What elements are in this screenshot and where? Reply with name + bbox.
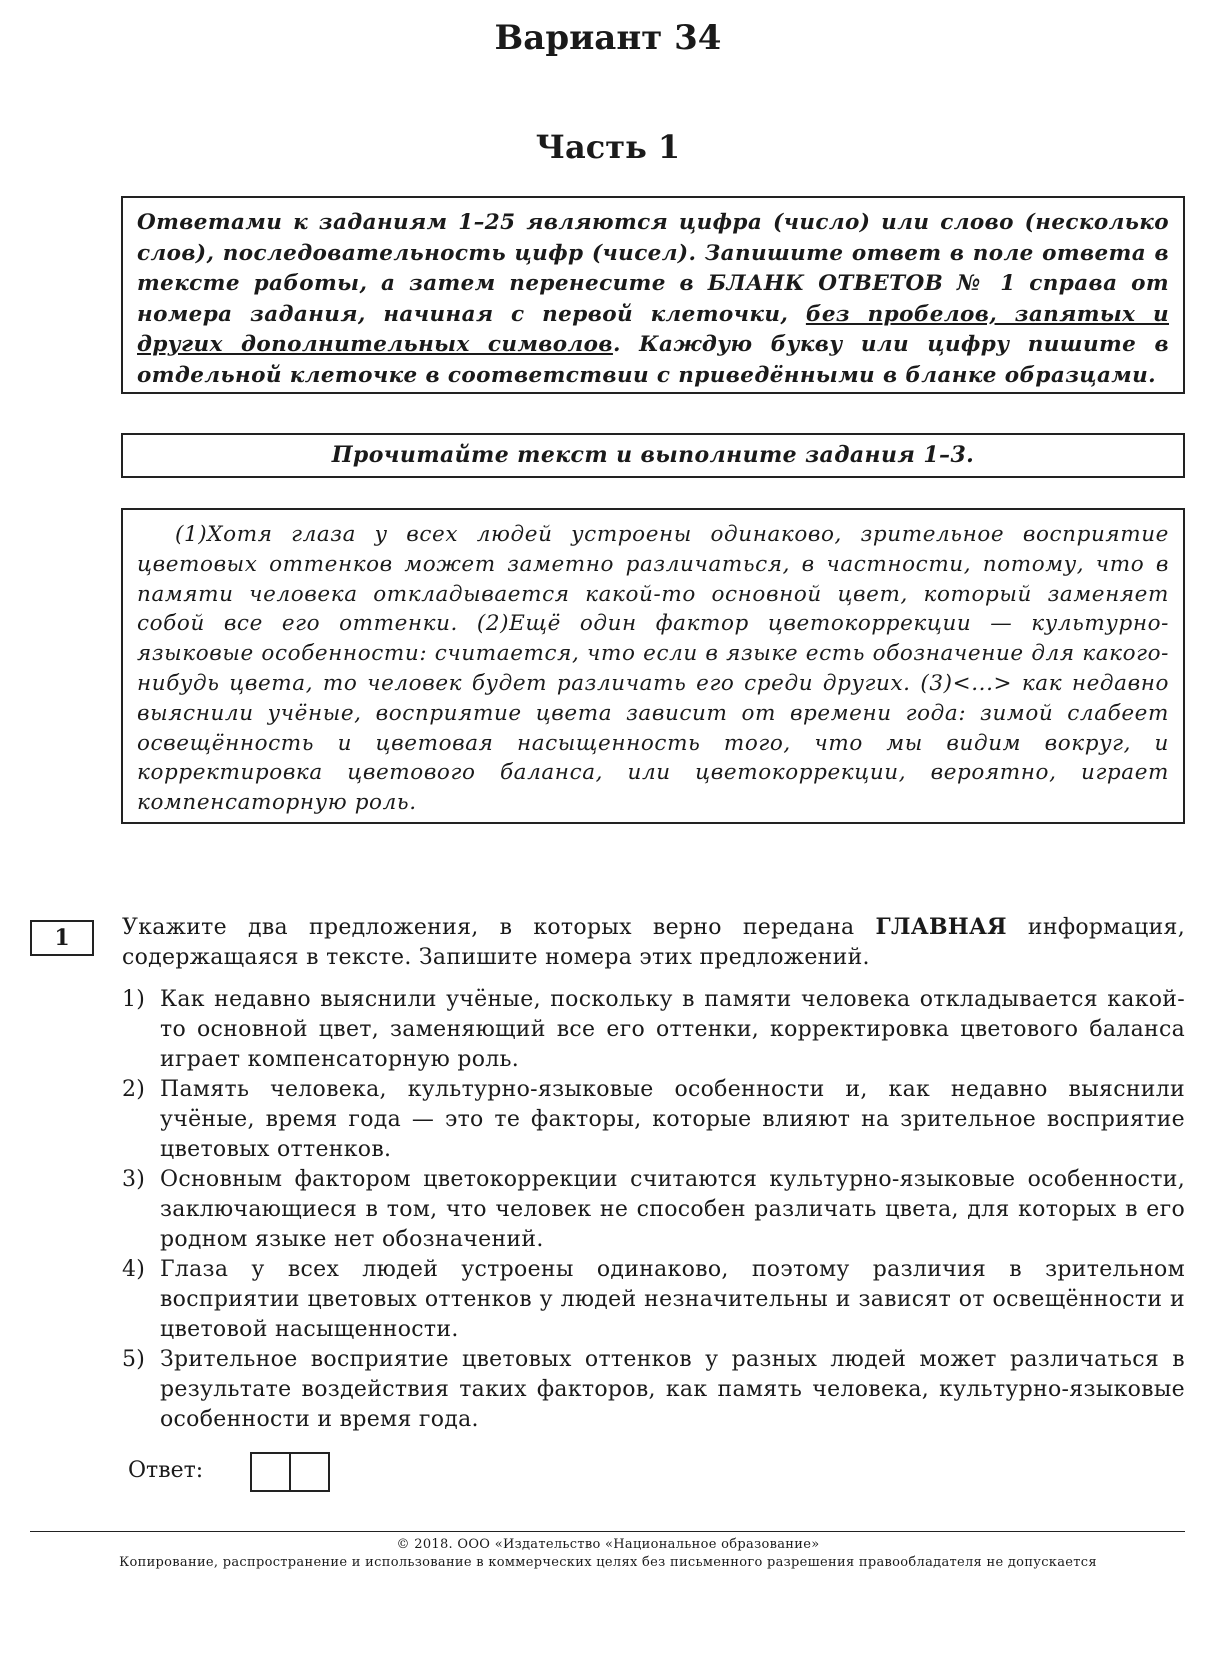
- option-number: 4): [122, 1257, 146, 1282]
- footer-copyright: © 2018. ООО «Издательство «Национальное образование»: [396, 1537, 820, 1552]
- footer-divider: [30, 1531, 1185, 1532]
- question-text-end: информация, содержащаяся в тексте. Запишите номера этих предложений.: [122, 915, 1185, 970]
- option-text: Основным фактором цветокоррекции считаются культурно-языковые особенности, заключающиеся в том, что человек не способен различать цвета, для которых в его родном языке нет обозначений.: [160, 1167, 1185, 1252]
- passage-box: [121, 508, 1185, 824]
- option-text: Глаза у всех людей устроены одинаково, поэтому различия в зрительном восприятии цветовых оттенков у людей незначительны и зависят от освещённости и цветовой насыщенности.: [160, 1257, 1185, 1342]
- answer-cells[interactable]: [250, 1452, 330, 1492]
- answer-cell[interactable]: [252, 1454, 289, 1490]
- option-item: [122, 1345, 1185, 1435]
- instructions-text: Ответами к заданиям 1–25 являются цифра (число) или слово (несколько слов), последовательность цифр (чисел). Запишите ответ в поле ответа в тексте работы, а затем перенесите в БЛАНК ОТВЕТОВ № 1 справа от номера задания, начиная с первой клеточки,: [137, 210, 1169, 327]
- question-bold: ГЛАВНАЯ: [875, 914, 1007, 940]
- passage-text: (1)Хотя глаза у всех людей устроены одинаково, зрительное восприятие цветовых оттенков может заметно различаться, в частности, потому, что в памяти человека откладывается какой-то основной цвет, который заменяет собой все его оттенки. (2)Ещё один фактор цветокоррекции — культурно-языковые особенности: считается, что если в языке есть обозначение для какого-нибудь цвета, то человек будет различать его среди других. (3)<...> как недавно выяснили учёные, восприятие цвета зависит от времени года: зимой слабеет освещённость и цветовая насыщенность того, что мы видим вокруг, и корректировка цветового баланса, или цветокоррекции, вероятно, играет компенсаторную роль.: [137, 522, 1169, 816]
- option-item: [122, 1165, 1185, 1255]
- read-prompt-box: [121, 433, 1185, 478]
- option-number: 1): [122, 987, 146, 1012]
- option-item: [122, 1075, 1185, 1165]
- read-prompt: Прочитайте текст и выполните задания 1–3.: [331, 442, 975, 468]
- footer-notice: Копирование, распространение и использование в коммерческих целях без письменного разрешения правообладателя не допускается: [119, 1555, 1097, 1570]
- option-text: Память человека, культурно-языковые особенности и, как недавно выяснили учёные, время года — это те факторы, которые влияют на зрительное восприятие цветовых оттенков.: [160, 1077, 1185, 1162]
- variant-title: Вариант 34: [494, 18, 722, 58]
- question-text: Укажите два предложения, в которых верно передана: [122, 915, 876, 940]
- option-item: [122, 1255, 1185, 1345]
- task-number: 1: [30, 920, 94, 956]
- instructions-underlined: без пробелов, запятых и других дополнительных символов: [137, 301, 1169, 357]
- answer-label: Ответ:: [128, 1458, 204, 1483]
- instructions-text-end: . Каждую букву или цифру пишите в отдельной клеточке в соответствии с приведёнными в бланке образцами.: [137, 332, 1169, 388]
- task-question: [122, 912, 1185, 973]
- option-number: 2): [122, 1077, 146, 1102]
- option-item: [122, 985, 1185, 1075]
- option-text: Как недавно выяснили учёные, поскольку в памяти человека откладывается какой-то основной цвет, заменяющий все его оттенки, корректировка цветового баланса играет компенсаторную роль.: [160, 987, 1185, 1072]
- option-number: 5): [122, 1347, 146, 1372]
- instructions-box: [121, 196, 1185, 394]
- option-text: Зрительное восприятие цветовых оттенков у разных людей может различаться в результате воздействия таких факторов, как память человека, культурно-языковые особенности и время года.: [160, 1347, 1185, 1432]
- answer-options: [122, 985, 1185, 1435]
- option-number: 3): [122, 1167, 146, 1192]
- answer-cell[interactable]: [289, 1454, 328, 1490]
- part-title: Часть 1: [535, 128, 681, 166]
